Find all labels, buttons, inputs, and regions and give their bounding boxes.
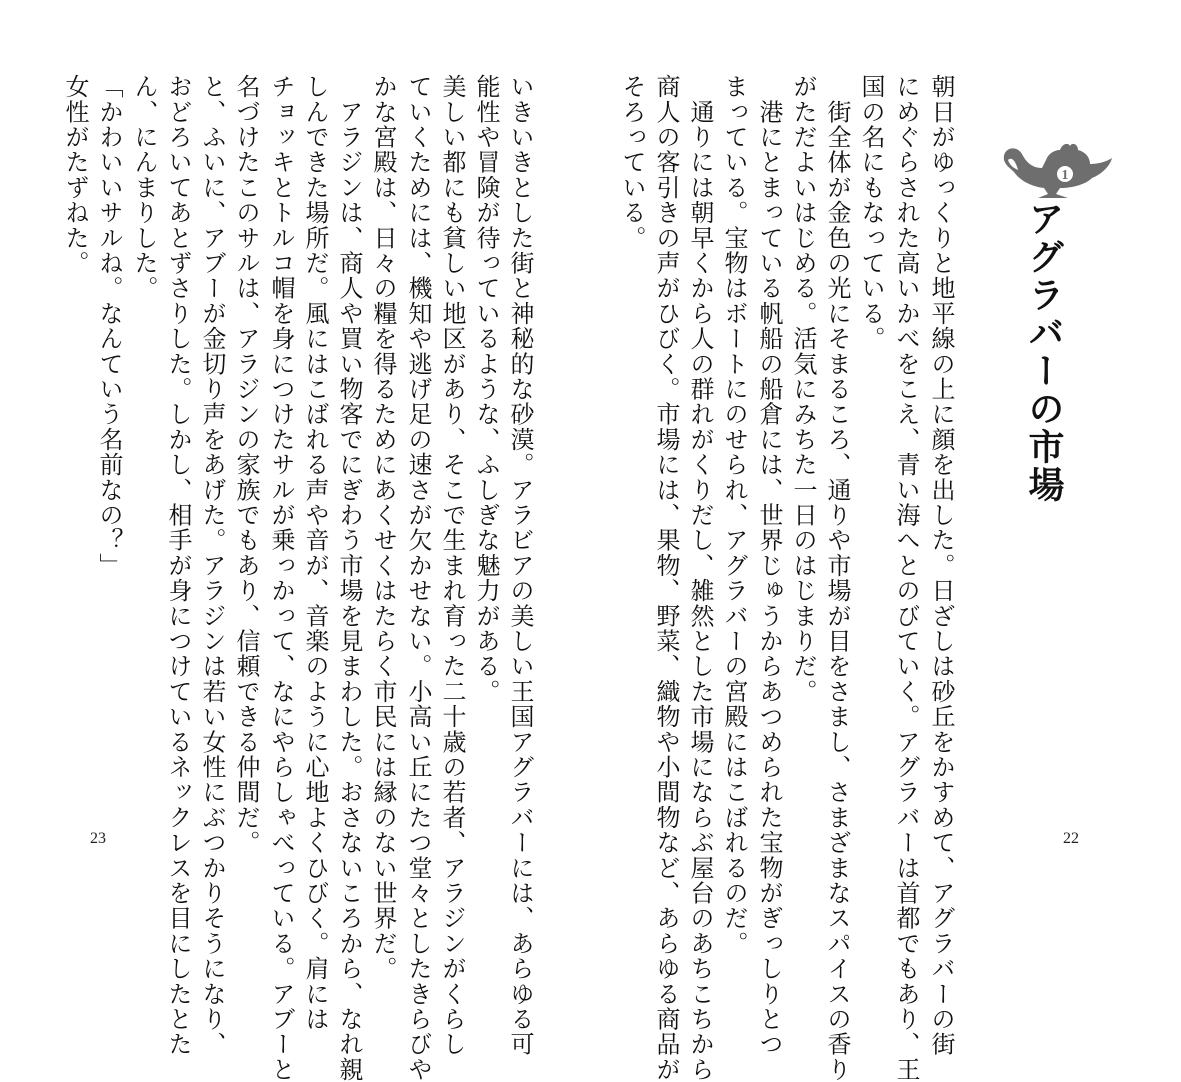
page-number-right: 22 [1063,830,1079,847]
right-line-5: がただよいはじめる。活気にみちた一日のはじまりだ。 [789,74,817,704]
magic-lamp-icon [998,138,1114,200]
right-line-3: 国の名にもなっている。 [857,74,885,352]
left-line-6: アラジンは、商人や買い物客でにぎわう市場を見まわした。おさないころから、なれ親 [335,74,363,1082]
left-line-4: ていくためには、機知や逃げ足の速さが欠かせない。小高い丘にたつ堂々としたきらびや [404,74,432,1082]
left-line-9: 名づけたこのサルは、アラジンの家族でもあり、信頼できる仲間だ。 [232,74,260,856]
chapter-number: 1 [1061,168,1069,183]
right-line-9: 商人の客引きの声がひびく。市場には、果物、野菜、織物や小間物など、あらゆる商品が [652,74,680,1082]
left-line-2: 能性や冒険が待っているような、ふしぎな魅力がある。 [472,74,500,704]
left-line-13: 「かわいいサルね。なんていう名前なの？」 [95,74,123,578]
page-number-left: 23 [90,830,106,847]
right-line-6: 港にとまっている帆船の船倉には、世界じゅうからあつめられた宝物がぎっしりとつ [755,74,783,1057]
left-line-12: ん、にんまりした。 [130,74,158,301]
left-line-10: と、ふいに、アブーが金切り声をあげた。アラジンは若い女性にぶつかりそうになり、 [198,74,226,1057]
right-line-4: 街全体が金色の光にそまるころ、通りや市場が目をさまし、さまざまなスパイスの香り [823,74,851,1082]
right-line-2: にめぐらされた高いかべをこえ、青い海へとのびていく。アグラバーは首都でもあり、王 [892,74,920,1082]
chapter-title: アグラバーの市場 [1023,200,1064,504]
left-line-14: 女性がたずねた。 [61,74,89,276]
right-line-7: まっている。宝物はボートにのせられ、アグラバーの宮殿にはこばれるのだ。 [720,74,748,956]
right-line-10: そろっている。 [618,74,646,251]
left-line-5: かな宮殿は、日々の糧を得るためにあくせくはたらく市民には縁のない世界だ。 [369,74,397,982]
right-line-1: 朝日がゆっくりと地平線の上に顔を出した。日ざしは砂丘をかすめて、アグラバーの街 [927,74,955,1057]
left-line-7: しんできた場所だ。風にはこばれる声や音が、音楽のように心地よくひびく。肩には [301,74,329,1032]
left-line-11: おどろいてあとずさりした。しかし、相手が身につけているネックレスを目にしたとた [164,74,192,1057]
left-line-1: いきいきとした街と神秘的な砂漠。アラビアの美しい王国アグラバーには、あらゆる可 [506,74,534,1057]
right-line-8: 通りには朝早くから人の群れがくりだし、雑然とした市場にならぶ屋台のあちこちから [686,74,714,1082]
left-line-3: 美しい都にも貧しい地区があり、そこで生まれ育った二十歳の若者、アラジンがくらし [438,74,466,1057]
left-line-8: チョッキとトルコ帽を身につけたサルが乗っかって、なにやらしゃべっている。アブーと [267,74,295,1082]
